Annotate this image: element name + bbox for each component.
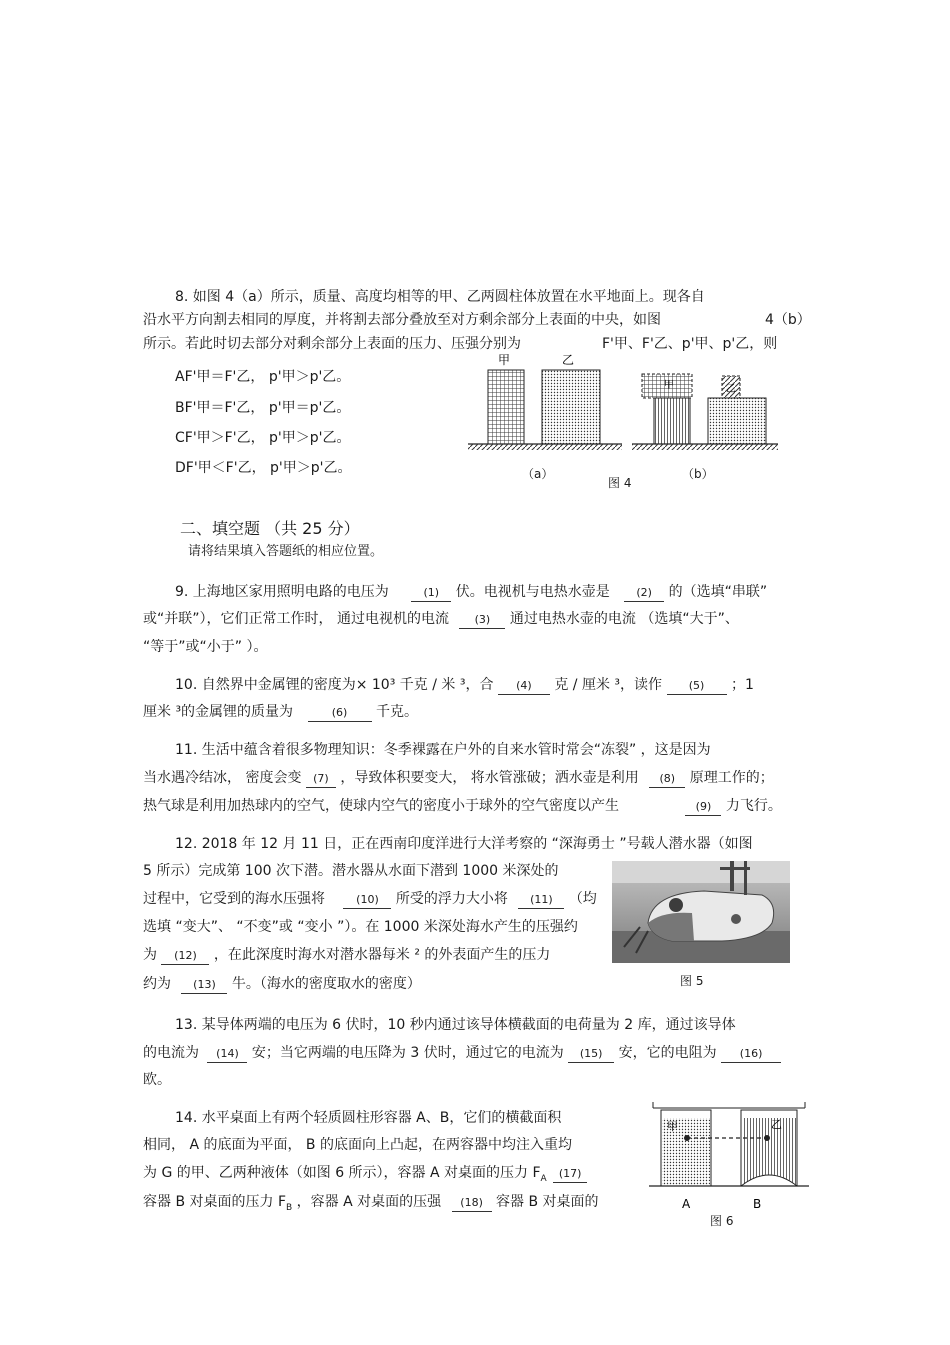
answer-blank-4[interactable]: (4)	[498, 678, 550, 695]
submersible-illustration	[612, 861, 790, 963]
q8-option-c[interactable]: CF'甲＞F'乙， p'甲＞p'乙。	[175, 430, 351, 446]
fig6-label-A: A	[682, 1197, 691, 1211]
figure-4	[460, 352, 800, 492]
q8-line-3: 所示。若此时切去部分对剩余部分上表面的压力、压强分别为	[143, 336, 521, 352]
answer-blank-9[interactable]: (9)	[685, 799, 721, 816]
answer-blank-7[interactable]: (7)	[306, 771, 336, 788]
q8-line-3-vars: F'甲、F'乙、p'甲、p'乙，则	[602, 336, 778, 352]
cylinder-jia	[488, 370, 524, 444]
svg-text:乙: 乙	[726, 384, 736, 395]
answer-blank-11[interactable]: (11)	[518, 892, 564, 909]
answer-blank-10[interactable]: (10)	[343, 892, 391, 909]
fig4-label-b: （b）	[682, 467, 714, 481]
figure-6	[645, 1098, 815, 1228]
answer-blank-6[interactable]: (6)	[308, 705, 372, 722]
cylinder-yi	[542, 370, 600, 444]
answer-blank-15[interactable]: (15)	[568, 1046, 614, 1063]
section-2-instruction: 请将结果填入答题纸的相应位置。	[188, 544, 384, 559]
remaining-jia	[654, 398, 690, 444]
fig4-label-yi: 乙	[562, 353, 575, 367]
answer-blank-8[interactable]: (8)	[649, 771, 685, 788]
answer-blank-13[interactable]: (13)	[181, 977, 227, 994]
fig6-label-jia: 甲	[667, 1120, 678, 1133]
q8-figure-ref: 4（b）	[765, 312, 811, 328]
answer-blank-2[interactable]: (2)	[624, 585, 664, 602]
answer-blank-14[interactable]: (14)	[207, 1046, 247, 1063]
section-2-title: 二、填空题 （共 25 分）	[180, 519, 360, 538]
q8-option-d[interactable]: DF'甲＜F'乙， p'甲＞p'乙。	[175, 460, 352, 476]
submersible-photo	[612, 861, 790, 963]
answer-blank-16[interactable]: (16)	[721, 1046, 781, 1063]
fig4-caption: 图 4	[608, 476, 632, 490]
fig6-label-yi: 乙	[771, 1118, 782, 1131]
answer-blank-3[interactable]: (3)	[459, 612, 505, 629]
fig6-label-B: B	[753, 1197, 762, 1211]
fig5-caption: 图 5	[680, 974, 704, 988]
q8-line-2: 沿水平方向割去相同的厚度，并将割去部分叠放至对方剩余部分上表面的中央，如图	[143, 312, 661, 328]
answer-blank-17[interactable]: (17)	[553, 1166, 587, 1183]
answer-blank-1[interactable]: (1)	[411, 585, 451, 602]
q8-option-b[interactable]: BF'甲＝F'乙， p'甲＝p'乙。	[175, 400, 351, 416]
q8-line-1: 8. 如图 4（a）所示，质量、高度均相等的甲、乙两圆柱体放置在水平地面上。现各自	[175, 289, 705, 305]
remaining-yi	[708, 398, 766, 444]
answer-blank-18[interactable]: (18)	[452, 1195, 492, 1212]
fig4-label-a: （a）	[522, 467, 554, 481]
q8-option-a[interactable]: AF'甲＝F'乙， p'甲＞p'乙。	[175, 369, 351, 385]
fig6-caption: 图 6	[710, 1214, 734, 1228]
svg-text:甲: 甲	[664, 380, 674, 391]
answer-blank-12[interactable]: (12)	[161, 948, 209, 965]
answer-blank-5[interactable]: (5)	[667, 678, 727, 695]
fig4-label-jia: 甲	[498, 353, 511, 367]
